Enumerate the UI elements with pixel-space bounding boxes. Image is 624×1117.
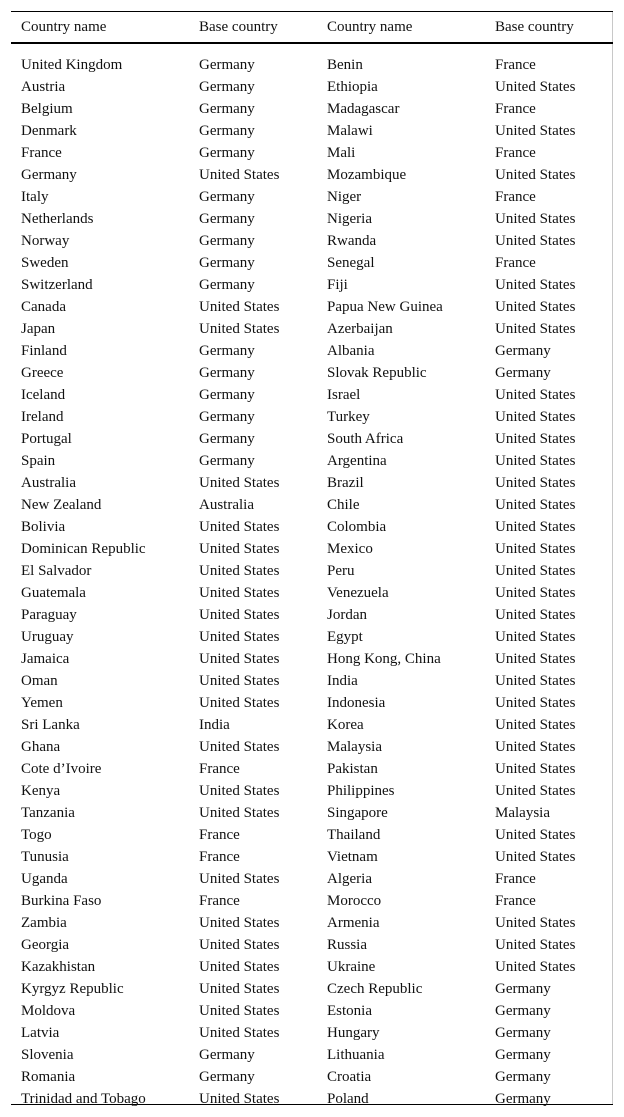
base-country-cell: Germany (199, 144, 255, 161)
country-name-cell: Rwanda (327, 232, 377, 249)
country-name-cell: Cote d’Ivoire (21, 760, 102, 777)
country-name-cell: Senegal (327, 254, 375, 271)
base-country-cell: France (495, 144, 536, 161)
country-name-cell: Russia (327, 936, 368, 953)
base-country-cell: Germany (199, 276, 255, 293)
country-name-cell: Korea (327, 716, 364, 733)
table-row (11, 516, 613, 538)
table-row (11, 582, 613, 604)
country-name-cell: Iceland (21, 386, 66, 403)
country-name-cell: Thailand (327, 826, 381, 843)
table-row (11, 76, 613, 98)
table-row (11, 626, 613, 648)
table-row (11, 54, 613, 76)
table-row (11, 1088, 613, 1110)
country-name-cell: Madagascar (327, 100, 400, 117)
table-row (11, 1044, 613, 1066)
base-country-cell: Germany (199, 100, 255, 117)
base-country-cell: United States (199, 1002, 280, 1019)
base-country-cell: United States (199, 1024, 280, 1041)
base-country-cell: Germany (495, 1046, 551, 1063)
base-country-cell: Germany (495, 980, 551, 997)
base-country-cell: United States (495, 78, 576, 95)
table-row (11, 1000, 613, 1022)
country-name-cell: Mexico (327, 540, 373, 557)
base-country-cell: Germany (199, 364, 255, 381)
table-row (11, 846, 613, 868)
base-country-cell: United States (199, 298, 280, 315)
country-name-cell: Philippines (327, 782, 395, 799)
country-name-cell: South Africa (327, 430, 404, 447)
table-row (11, 296, 613, 318)
country-name-cell: Ireland (21, 408, 64, 425)
country-name-cell: Hungary (327, 1024, 380, 1041)
table-row (11, 428, 613, 450)
base-country-cell: United States (495, 166, 576, 183)
country-name-cell: Ethiopia (327, 78, 378, 95)
base-country-cell: Germany (199, 188, 255, 205)
base-country-cell: Germany (495, 342, 551, 359)
table-row (11, 824, 613, 846)
base-country-cell: Germany (199, 430, 255, 447)
country-name-cell: Portugal (21, 430, 72, 447)
country-name-cell: Sweden (21, 254, 69, 271)
country-name-cell: Venezuela (327, 584, 389, 601)
base-country-cell: United States (495, 122, 576, 139)
country-name-cell: Latvia (21, 1024, 60, 1041)
country-name-cell: Indonesia (327, 694, 386, 711)
country-name-cell: Armenia (327, 914, 380, 931)
base-country-cell: France (199, 826, 240, 843)
table-row (11, 890, 613, 912)
base-country-cell: Germany (199, 78, 255, 95)
table-row (11, 186, 613, 208)
base-country-cell: Germany (199, 386, 255, 403)
table-row (11, 450, 613, 472)
table-row (11, 98, 613, 120)
base-country-cell: Germany (199, 452, 255, 469)
table-row (11, 780, 613, 802)
country-name-cell: Brazil (327, 474, 364, 491)
base-country-cell: United States (495, 716, 576, 733)
country-name-cell: Albania (327, 342, 375, 359)
base-country-cell: Germany (495, 1068, 551, 1085)
base-country-cell: Germany (199, 232, 255, 249)
base-country-cell: United States (495, 958, 576, 975)
table-row (11, 912, 613, 934)
base-country-cell: United States (199, 672, 280, 689)
country-name-cell: Japan (21, 320, 56, 337)
country-name-cell: Finland (21, 342, 67, 359)
base-country-cell: United States (495, 298, 576, 315)
country-name-cell: Poland (327, 1090, 369, 1107)
country-name-cell: France (21, 144, 62, 161)
table-row (11, 494, 613, 516)
country-name-cell: Zambia (21, 914, 67, 931)
header-country-name-right: Country name (327, 18, 413, 35)
country-name-cell: New Zealand (21, 496, 102, 513)
base-country-cell: India (199, 716, 230, 733)
base-country-cell: Australia (199, 496, 254, 513)
country-base-table (11, 11, 613, 1110)
table-row (11, 736, 613, 758)
country-name-cell: Romania (21, 1068, 76, 1085)
table-row (11, 406, 613, 428)
base-country-cell: Germany (199, 342, 255, 359)
table-row (11, 934, 613, 956)
table-row (11, 318, 613, 340)
country-name-cell: Kyrgyz Republic (21, 980, 124, 997)
country-name-cell: Niger (327, 188, 362, 205)
table-row (11, 230, 613, 252)
base-country-cell: United States (199, 804, 280, 821)
base-country-cell: United States (495, 562, 576, 579)
table-row (11, 362, 613, 384)
country-name-cell: Turkey (327, 408, 370, 425)
table-row (11, 1066, 613, 1088)
table-row (11, 868, 613, 890)
table-row (11, 1022, 613, 1044)
header-country-name-left: Country name (21, 18, 107, 35)
country-name-cell: Peru (327, 562, 355, 579)
country-name-cell: Guatemala (21, 584, 86, 601)
country-name-cell: India (327, 672, 358, 689)
country-name-cell: Israel (327, 386, 361, 403)
table-row (11, 648, 613, 670)
base-country-cell: Germany (495, 1090, 551, 1107)
base-country-cell: United States (495, 936, 576, 953)
header-base-country-right: Base country (495, 18, 574, 35)
country-name-cell: Algeria (327, 870, 372, 887)
base-country-cell: Germany (495, 364, 551, 381)
base-country-cell: United States (199, 562, 280, 579)
country-name-cell: Yemen (21, 694, 63, 711)
table-row (11, 274, 613, 296)
base-country-cell: United States (199, 914, 280, 931)
country-name-cell: Georgia (21, 936, 70, 953)
country-name-cell: Austria (21, 78, 66, 95)
country-name-cell: Jordan (327, 606, 367, 623)
base-country-cell: United States (495, 452, 576, 469)
base-country-cell: Germany (199, 1068, 255, 1085)
table-header (11, 11, 613, 54)
base-country-cell: United States (495, 386, 576, 403)
table-row (11, 120, 613, 142)
country-name-cell: Italy (21, 188, 49, 205)
base-country-cell: United States (199, 980, 280, 997)
country-name-cell: Malaysia (327, 738, 382, 755)
country-name-cell: Paraguay (21, 606, 77, 623)
country-name-cell: Bolivia (21, 518, 66, 535)
base-country-cell: United States (495, 650, 576, 667)
country-name-cell: Chile (327, 496, 360, 513)
base-country-cell: Germany (199, 408, 255, 425)
table-row (11, 758, 613, 780)
country-name-cell: Vietnam (327, 848, 378, 865)
country-name-cell: Fiji (327, 276, 348, 293)
country-name-cell: Mozambique (327, 166, 407, 183)
table-row (11, 714, 613, 736)
table-row (11, 208, 613, 230)
country-name-cell: Spain (21, 452, 56, 469)
country-name-cell: Germany (21, 166, 77, 183)
table-row (11, 384, 613, 406)
base-country-cell: Germany (199, 1046, 255, 1063)
country-name-cell: Burkina Faso (21, 892, 102, 909)
base-country-cell: United States (495, 694, 576, 711)
country-name-cell: Sri Lanka (21, 716, 80, 733)
base-country-cell: United States (199, 606, 280, 623)
base-country-cell: United States (495, 276, 576, 293)
country-name-cell: Norway (21, 232, 70, 249)
base-country-cell: United States (495, 672, 576, 689)
country-name-cell: Benin (327, 56, 363, 73)
base-country-cell: Germany (199, 210, 255, 227)
base-country-cell: United States (199, 474, 280, 491)
base-country-cell: United States (199, 694, 280, 711)
base-country-cell: United States (495, 914, 576, 931)
base-country-cell: United States (199, 958, 280, 975)
base-country-cell: France (199, 892, 240, 909)
base-country-cell: United States (495, 518, 576, 535)
base-country-cell: United States (495, 232, 576, 249)
country-name-cell: Tanzania (21, 804, 75, 821)
base-country-cell: United States (199, 540, 280, 557)
base-country-cell: United States (495, 496, 576, 513)
country-name-cell: Australia (21, 474, 76, 491)
country-name-cell: Czech Republic (327, 980, 423, 997)
country-name-cell: Belgium (21, 100, 73, 117)
base-country-cell: France (495, 254, 536, 271)
header-base-country-left: Base country (199, 18, 278, 35)
country-name-cell: Uruguay (21, 628, 74, 645)
country-name-cell: Azerbaijan (327, 320, 393, 337)
table-row (11, 692, 613, 714)
table-row (11, 252, 613, 274)
base-country-cell: United States (495, 738, 576, 755)
base-country-cell: United States (495, 760, 576, 777)
country-name-cell: Moldova (21, 1002, 76, 1019)
base-country-cell: United States (495, 474, 576, 491)
country-name-cell: Dominican Republic (21, 540, 146, 557)
header-row (11, 11, 613, 43)
table-row (11, 560, 613, 582)
base-country-cell: United States (495, 848, 576, 865)
table-row (11, 802, 613, 824)
country-name-cell: Croatia (327, 1068, 372, 1085)
country-name-cell: Canada (21, 298, 66, 315)
base-country-cell: United States (495, 584, 576, 601)
base-country-cell: France (495, 892, 536, 909)
country-name-cell: Greece (21, 364, 64, 381)
country-name-cell: Papua New Guinea (327, 298, 443, 315)
base-country-cell: United States (495, 540, 576, 557)
base-country-cell: France (495, 188, 536, 205)
country-name-cell: United Kingdom (21, 56, 123, 73)
country-name-cell: Nigeria (327, 210, 372, 227)
base-country-cell: United States (199, 166, 280, 183)
country-name-cell: Argentina (327, 452, 387, 469)
country-name-cell: Hong Kong, China (327, 650, 441, 667)
country-name-cell: Togo (21, 826, 52, 843)
country-name-cell: Kazakhistan (21, 958, 96, 975)
country-name-cell: Colombia (327, 518, 387, 535)
country-name-cell: Morocco (327, 892, 382, 909)
table-row (11, 164, 613, 186)
table-row (11, 340, 613, 362)
base-country-cell: United States (199, 518, 280, 535)
country-name-cell: Mali (327, 144, 356, 161)
base-country-cell: Germany (495, 1024, 551, 1041)
base-country-cell: France (199, 848, 240, 865)
base-country-cell: Germany (199, 56, 255, 73)
base-country-cell: Germany (495, 1002, 551, 1019)
base-country-cell: United States (199, 782, 280, 799)
base-country-cell: Germany (199, 254, 255, 271)
country-name-cell: Pakistan (327, 760, 378, 777)
base-country-cell: United States (495, 320, 576, 337)
base-country-cell: United States (199, 936, 280, 953)
base-country-cell: United States (199, 870, 280, 887)
country-name-cell: Egypt (327, 628, 363, 645)
base-country-cell: United States (199, 584, 280, 601)
table-row (11, 142, 613, 164)
base-country-cell: France (495, 870, 536, 887)
country-name-cell: Uganda (21, 870, 68, 887)
country-base-table-container (11, 11, 613, 1105)
base-country-cell: France (495, 56, 536, 73)
base-country-cell: Germany (199, 122, 255, 139)
base-country-cell: United States (199, 1090, 280, 1107)
country-name-cell: Singapore (327, 804, 388, 821)
country-name-cell: Switzerland (21, 276, 93, 293)
table-row (11, 956, 613, 978)
base-country-cell: United States (199, 628, 280, 645)
base-country-cell: United States (495, 826, 576, 843)
base-country-cell: United States (495, 782, 576, 799)
country-name-cell: Tunusia (21, 848, 69, 865)
country-name-cell: Ghana (21, 738, 61, 755)
base-country-cell: United States (495, 408, 576, 425)
base-country-cell: United States (199, 738, 280, 755)
base-country-cell: Malaysia (495, 804, 550, 821)
country-name-cell: Ukraine (327, 958, 376, 975)
table-row (11, 604, 613, 626)
base-country-cell: France (495, 100, 536, 117)
base-country-cell: United States (199, 650, 280, 667)
base-country-cell: United States (495, 628, 576, 645)
country-name-cell: Slovenia (21, 1046, 74, 1063)
table-row (11, 538, 613, 560)
table-row (11, 472, 613, 494)
table-row (11, 978, 613, 1000)
country-name-cell: Oman (21, 672, 58, 689)
base-country-cell: France (199, 760, 240, 777)
base-country-cell: United States (495, 210, 576, 227)
base-country-cell: United States (495, 606, 576, 623)
country-name-cell: Netherlands (21, 210, 94, 227)
table-body (11, 54, 613, 1110)
country-name-cell: Jamaica (21, 650, 70, 667)
country-name-cell: Kenya (21, 782, 61, 799)
country-name-cell: El Salvador (21, 562, 92, 579)
country-name-cell: Malawi (327, 122, 373, 139)
base-country-cell: United States (199, 320, 280, 337)
base-country-cell: United States (495, 430, 576, 447)
table-row (11, 670, 613, 692)
country-name-cell: Denmark (21, 122, 77, 139)
country-name-cell: Slovak Republic (327, 364, 427, 381)
country-name-cell: Estonia (327, 1002, 372, 1019)
header-spacer (11, 43, 613, 54)
country-name-cell: Trinidad and Tobago (21, 1090, 146, 1107)
country-name-cell: Lithuania (327, 1046, 385, 1063)
